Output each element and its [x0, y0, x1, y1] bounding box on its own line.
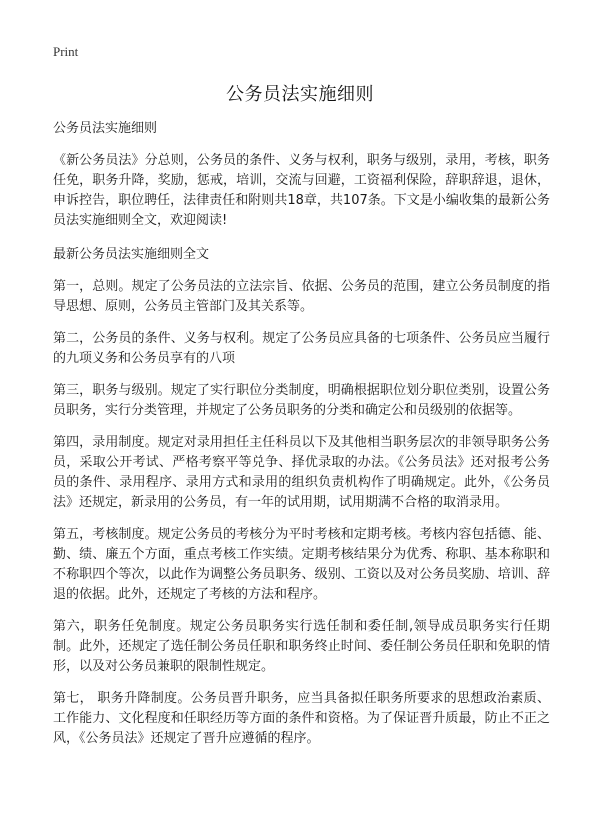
- paragraph-2: 第二，公务员的条件、义务与权利。规定了公务员应具备的七项条件、公务员应当履行的九项义务和公务员享有的八项: [53, 331, 550, 366]
- paragraph-4: 第四，录用制度。规定对录用担任主任科员以下及其他相当职务层次的非领导职务公务员，采取公开考试、严格考察平等兑争、择优录取的办法。《公务员法》还对报考公务员的条件、录用程序、录用方式和录用的组织负责机构作了明确规定。此外，《公务员法》还规定，新录用的公务员，有一年的试用期，试用期满不合格的取消录用。: [53, 435, 550, 510]
- document-subtitle: 公务员法实施细则: [53, 121, 158, 136]
- intro-paragraph: 《新公务员法》分总则，公务员的条件、义务与权利，职务与级别，录用，考核，职务任免，职务升降，奖励，惩戒，培训，交流与回避，工资福利保险，辞职辞退，退休，申诉控告，职位聘任，法律责任和附则共18章，共107条。下文是小编收集的最新公务员法实施细则全文，欢迎阅读!: [53, 153, 550, 228]
- paragraph-6: 第六，职务任免制度。规定公务员职务实行选任制和委任制,领导成员职务实行任期制。此外，还规定了选任制公务员任职和职务终止时间、委任制公务员任职和免职的情形，以及对公务员兼职的限制性规定。: [53, 619, 550, 674]
- paragraph-1: 第一，总则。规定了公务员法的立法宗旨、依据、公务员的范围，建立公务员制度的指导思想、原则，公务员主管部门及其关系等。: [53, 279, 550, 314]
- paragraph-3: 第三，职务与级别。规定了实行职位分类制度，明确根据职位划分职位类别，设置公务员职务，实行分类管理，并规定了公务员职务的分类和确定公和员级别的依据等。: [53, 383, 550, 418]
- document-body: [53, 119, 550, 761]
- print-link[interactable]: Print: [53, 44, 79, 59]
- paragraph-7: 第七， 职务升降制度。公务员晋升职务，应当具备拟任职务所要求的思想政治素质、工作能力、文化程度和任职经历等方面的条件和资格。为了保证晋升质最，防止不正之风，《公务员法》还规定了晋升应遵循的程序。: [53, 691, 550, 746]
- section-heading: 最新公务员法实施细则全文: [53, 247, 210, 262]
- paragraph-5: 第五，考核制度。规定公务员的考核分为平时考核和定期考核。考核内容包括德、能、勤、绩、廉五个方面，重点考核工作实绩。定期考核结果分为优秀、称职、基本称职和不称职四个等次，以此作为调整公务员职务、级别、工资以及对公务员奖励、培训、辞退的依据。此外，还规定了考核的方法和程序。: [53, 527, 550, 602]
- page-title: 公务员法实施细则: [226, 84, 374, 105]
